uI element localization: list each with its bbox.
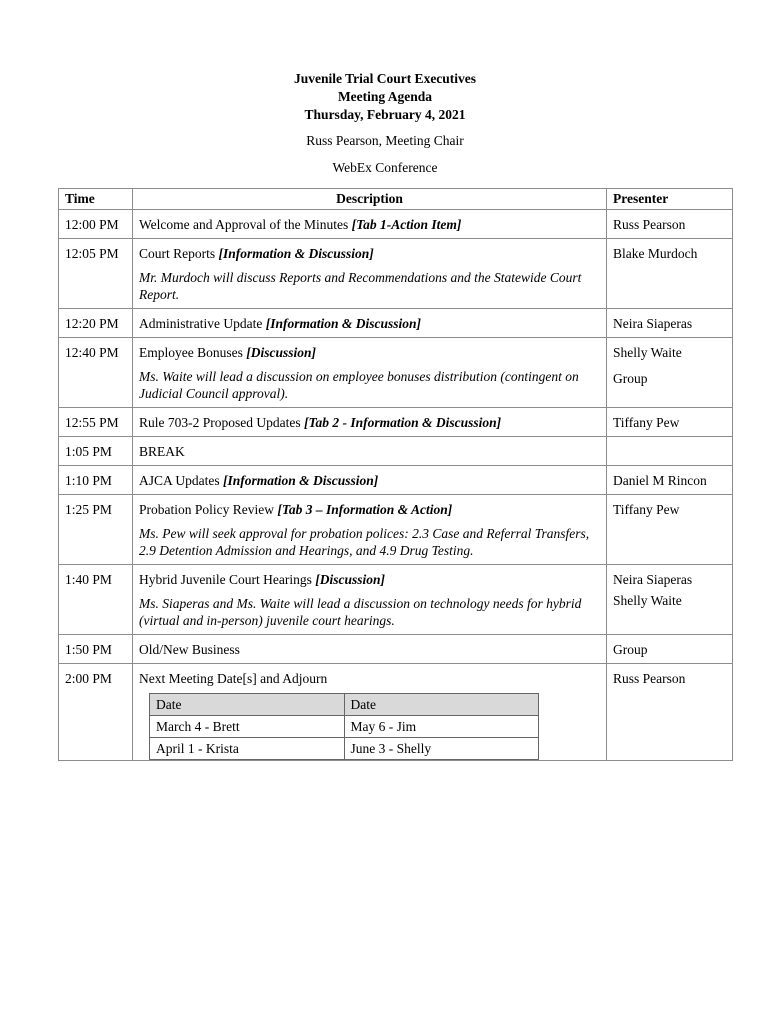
agenda-item: Court Reports: [139, 246, 219, 261]
agenda-row: [59, 437, 733, 466]
agenda-item: Welcome and Approval of the Minutes: [139, 217, 352, 232]
dates-header-row: [150, 694, 539, 716]
agenda-presenter: Blake Murdoch: [607, 239, 733, 309]
agenda-note: Ms. Pew will seek approval for probation polices: 2.3 Case and Referral Transfers, 2.9 Detention Admission and Hearings, and 4.9 Drug Testing.: [139, 526, 590, 558]
agenda-item: Hybrid Juvenile Court Hearings: [139, 572, 316, 587]
agenda-note: Mr. Murdoch will discuss Reports and Recommendations and the Statewide Court Report.: [139, 270, 582, 302]
agenda-description: [133, 338, 607, 408]
org-title: Juvenile Trial Court Executives: [293, 71, 477, 86]
presenter-column-header: Presenter: [607, 189, 733, 210]
agenda-presenter: Neira Siaperas: [607, 309, 733, 338]
dates-cell: March 4 - Brett: [150, 716, 345, 738]
agenda-presenter: Russ Pearson: [607, 210, 733, 239]
agenda-presenter: Tiffany Pew: [607, 495, 733, 565]
agenda-description: [133, 408, 607, 437]
agenda-tag: [Information & Discussion]: [223, 473, 379, 488]
agenda-time: 12:00 PM: [59, 210, 133, 239]
agenda-description: [133, 239, 607, 309]
presenter-name-secondary: Shelly Waite: [613, 593, 682, 608]
agenda-row: [59, 210, 733, 239]
agenda-presenter: Russ Pearson: [607, 664, 733, 761]
agenda-item: Administrative Update: [139, 316, 266, 331]
meeting-venue: WebEx Conference: [332, 160, 438, 175]
agenda-time: 12:40 PM: [59, 338, 133, 408]
agenda-description: [133, 664, 607, 761]
presenter-name-secondary: Group: [613, 371, 648, 386]
dates-row: [150, 738, 539, 760]
agenda-time: 1:10 PM: [59, 466, 133, 495]
agenda-note: Ms. Waite will lead a discussion on employee bonuses distribution (contingent on Judicial Council approval).: [139, 369, 579, 401]
agenda-item: Probation Policy Review: [139, 502, 278, 517]
agenda-row: [59, 664, 733, 761]
agenda-row: [59, 466, 733, 495]
agenda-item: BREAK: [139, 444, 185, 459]
agenda-tag: [Information & Discussion]: [218, 246, 374, 261]
dates-header-cell: Date: [344, 694, 539, 716]
agenda-time: 12:55 PM: [59, 408, 133, 437]
agenda-time: 2:00 PM: [59, 664, 133, 761]
agenda-tag: [Tab 2 - Information & Discussion]: [303, 415, 502, 430]
agenda-description: [133, 466, 607, 495]
agenda-time: 12:05 PM: [59, 239, 133, 309]
agenda-presenter: [607, 565, 733, 635]
agenda-item: Next Meeting Date[s] and Adjourn: [139, 671, 328, 686]
agenda-time: 1:05 PM: [59, 437, 133, 466]
dates-header-cell: Date: [150, 694, 345, 716]
agenda-row: [59, 239, 733, 309]
agenda-description: [133, 437, 607, 466]
agenda-time: 1:40 PM: [59, 565, 133, 635]
agenda-time: 1:50 PM: [59, 635, 133, 664]
agenda-item: Old/New Business: [139, 642, 240, 657]
agenda-presenter: Daniel M Rincon: [607, 466, 733, 495]
agenda-description: [133, 635, 607, 664]
agenda-item: Employee Bonuses: [139, 345, 247, 360]
dates-row: [150, 716, 539, 738]
agenda-header: [0, 70, 770, 177]
next-meeting-dates-table: [149, 693, 539, 760]
agenda-row: [59, 495, 733, 565]
agenda-tag: [Information & Discussion]: [265, 316, 422, 331]
agenda-presenter: [607, 437, 733, 466]
agenda-item: AJCA Updates: [139, 473, 223, 488]
agenda-row: [59, 309, 733, 338]
dates-cell: May 6 - Jim: [344, 716, 539, 738]
agenda-item: Rule 703-2 Proposed Updates: [139, 415, 304, 430]
agenda-tag: [Discussion]: [315, 572, 385, 587]
meeting-chair: Russ Pearson, Meeting Chair: [306, 133, 464, 148]
agenda-tag: [Tab 3 – Information & Action]: [277, 502, 453, 517]
dates-cell: April 1 - Krista: [150, 738, 345, 760]
agenda-presenter: Group: [607, 635, 733, 664]
time-column-header: Time: [59, 189, 133, 210]
presenter-name: Shelly Waite: [613, 345, 682, 360]
agenda-description: [133, 309, 607, 338]
agenda-description: [133, 210, 607, 239]
agenda-row: [59, 565, 733, 635]
agenda-row: [59, 635, 733, 664]
agenda-table: [58, 188, 733, 761]
agenda-description: [133, 565, 607, 635]
agenda-row: [59, 408, 733, 437]
presenter-name: Neira Siaperas: [613, 572, 693, 587]
agenda-description: [133, 495, 607, 565]
agenda-tag: [Discussion]: [246, 345, 317, 360]
description-column-header: Description: [133, 189, 607, 210]
agenda-presenter: [607, 338, 733, 408]
doc-title: Meeting Agenda: [337, 89, 433, 104]
dates-cell: June 3 - Shelly: [344, 738, 539, 760]
agenda-header-row: [59, 189, 733, 210]
agenda-row: [59, 338, 733, 408]
agenda-tag: [Tab 1-Action Item]: [351, 217, 462, 232]
meeting-date: Thursday, February 4, 2021: [304, 107, 466, 122]
agenda-note: Ms. Siaperas and Ms. Waite will lead a discussion on technology needs for hybrid (virtual and in-person) juvenile court hearings.: [139, 596, 582, 628]
agenda-presenter: Tiffany Pew: [607, 408, 733, 437]
agenda-time: 12:20 PM: [59, 309, 133, 338]
agenda-time: 1:25 PM: [59, 495, 133, 565]
